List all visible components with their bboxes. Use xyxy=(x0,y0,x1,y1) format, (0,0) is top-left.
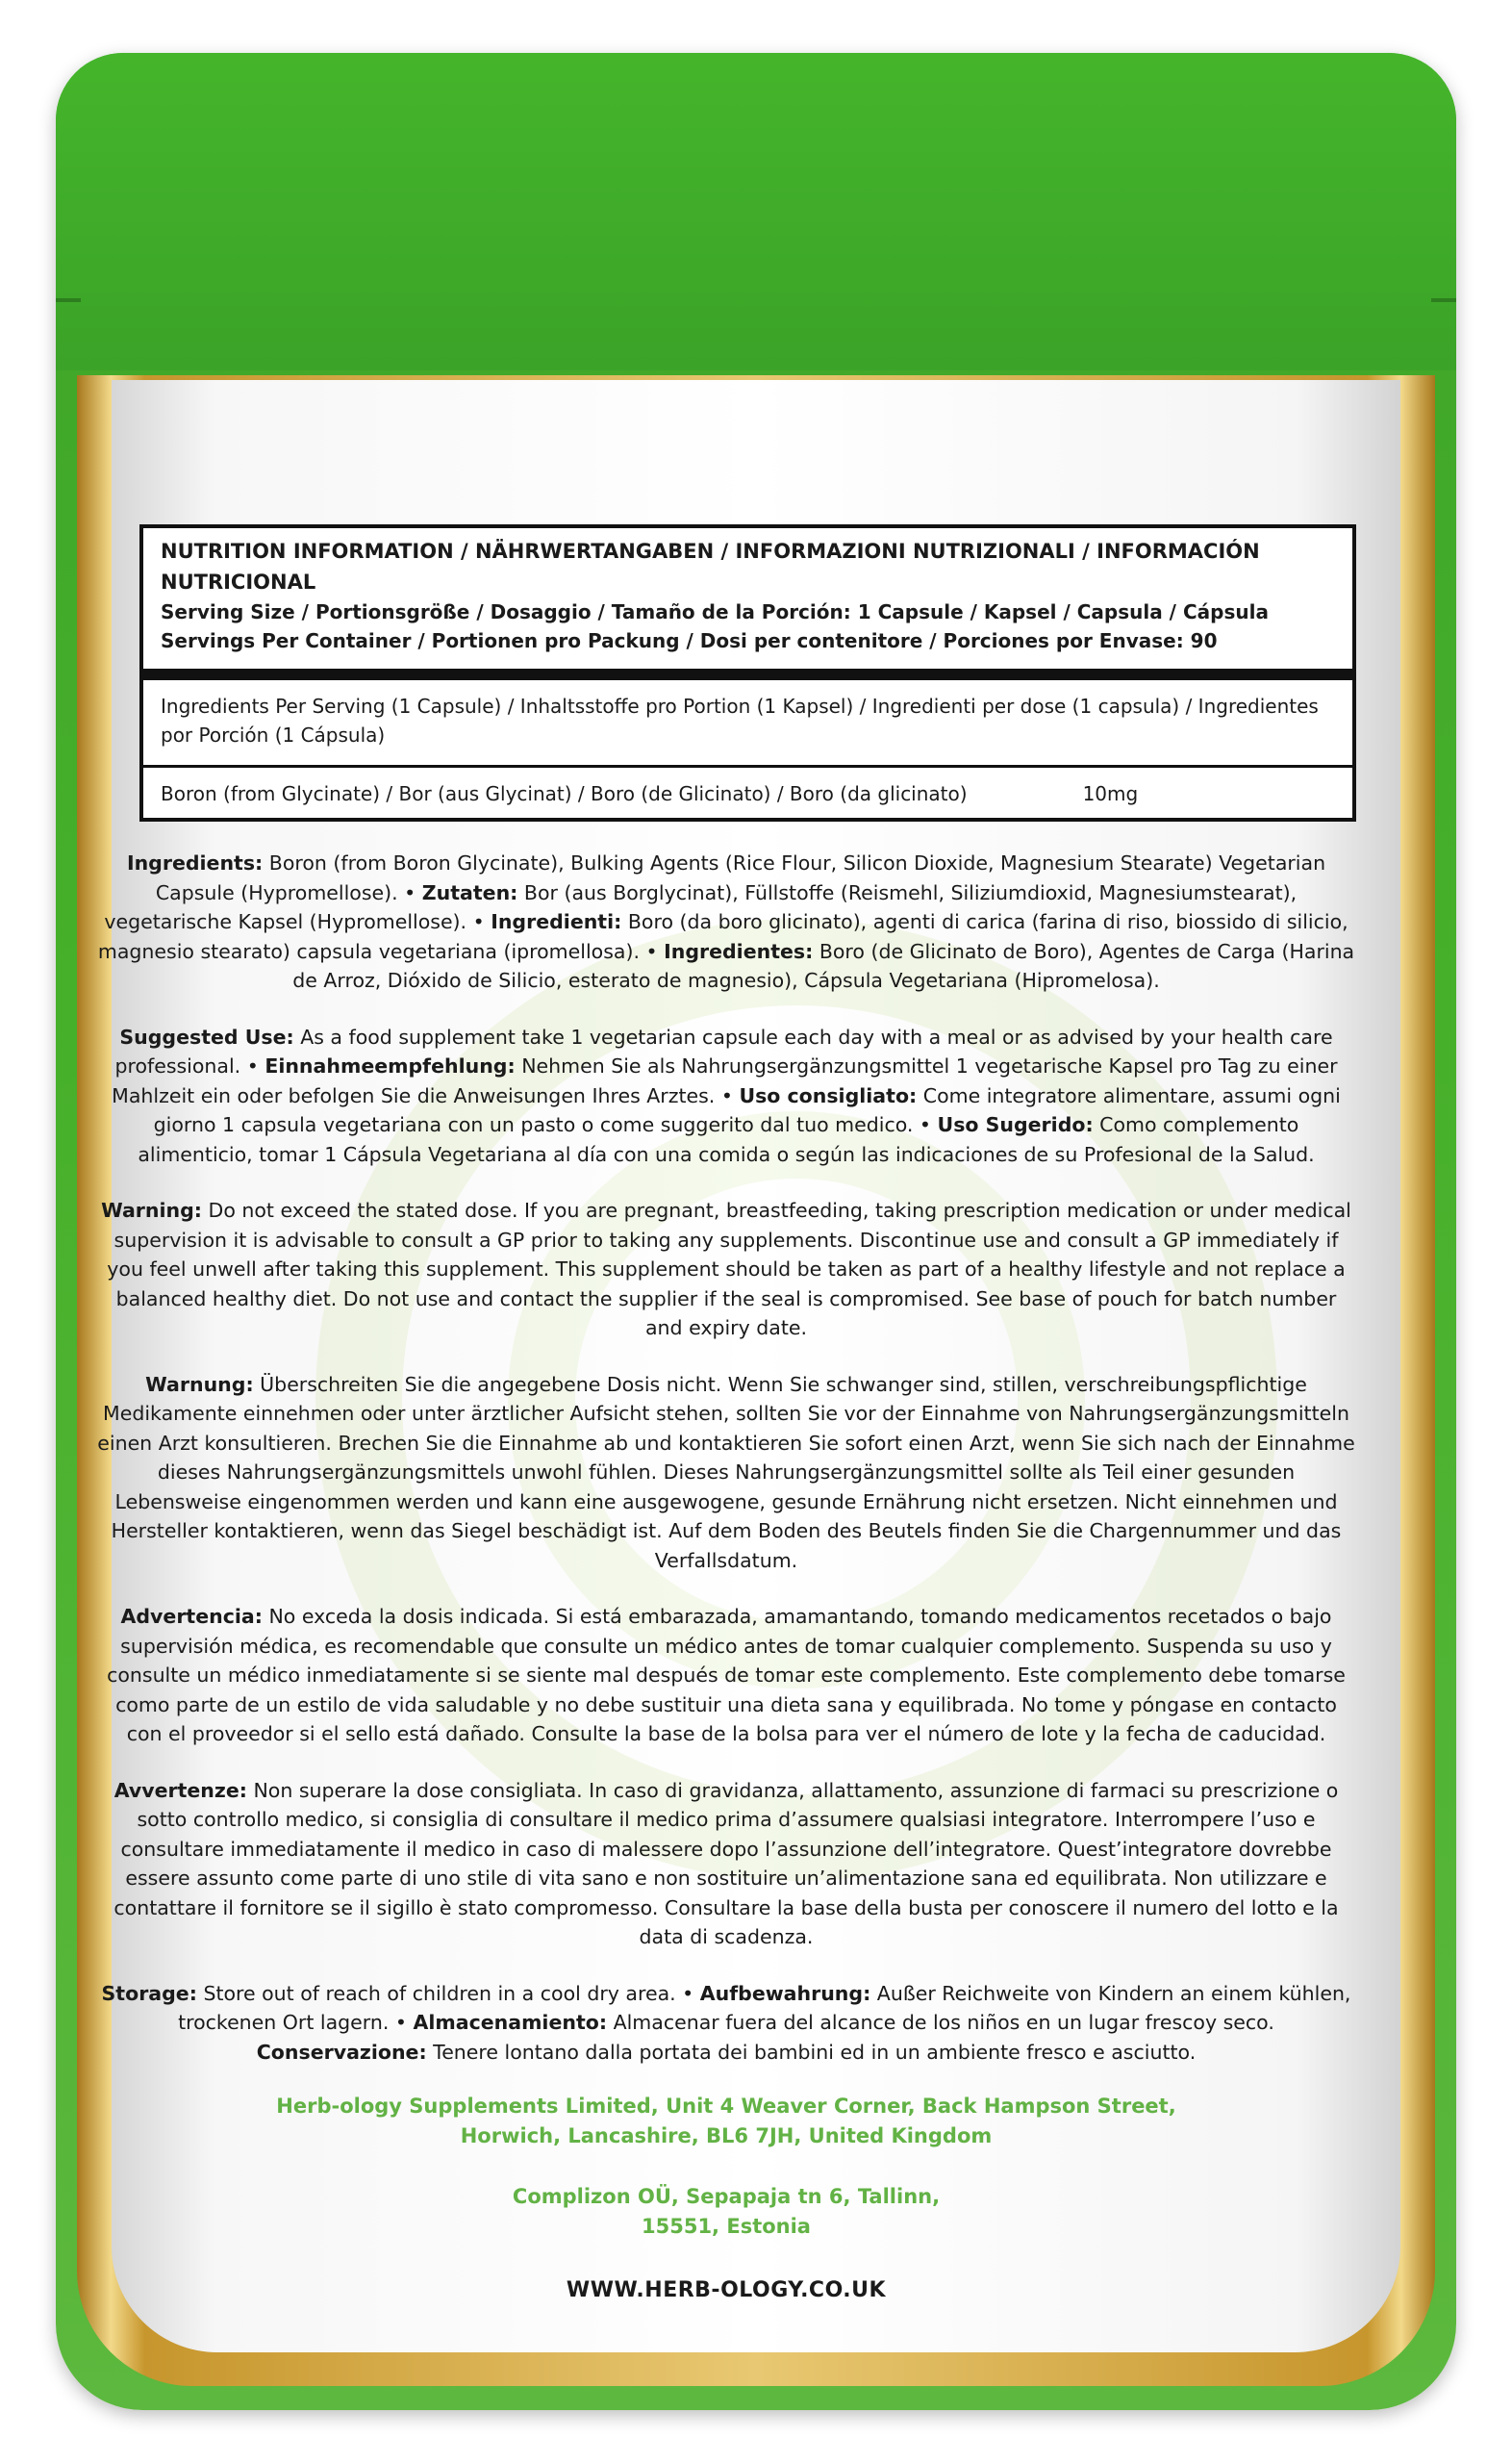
ingredients-paragraph xyxy=(87,849,1366,996)
storage-label-de: Aufbewahrung: xyxy=(699,1981,871,2005)
table-row xyxy=(161,779,1335,808)
tear-notch-right xyxy=(1431,298,1456,302)
pouch-top-band xyxy=(56,53,1456,370)
storage-paragraph xyxy=(87,1979,1366,2068)
storage-label-en: Storage: xyxy=(101,1981,197,2005)
uk-address xyxy=(87,2092,1366,2151)
ingredients-label-es: Ingredientes: xyxy=(664,939,814,963)
warning-label-es: Advertencia: xyxy=(120,1605,263,1628)
eu-address xyxy=(87,2182,1366,2242)
uk-address-line2: Horwich, Lancashire, BL6 7JH, United Kingdom xyxy=(460,2124,993,2147)
table-divider-thick xyxy=(143,669,1352,680)
nutrition-header: NUTRITION INFORMATION / NÄHRWERTANGABEN / INFORMAZIONI NUTRIZIONALI / INFORMACIÓN NUTRICIONAL xyxy=(161,540,1260,594)
suggested-use-paragraph xyxy=(87,1023,1366,1170)
warning-label-en: Warning: xyxy=(101,1199,203,1222)
website-url: WWW.HERB-OLOGY.CO.UK xyxy=(566,2278,887,2302)
warning-text-es: No exceda la dosis indicada. Si está embarazada, amamantando, tomando medicamentos recetados o bajo supervisión médica, es recomendable que consulte un médico antes de tomar cualquier complemento. Suspenda su uso y consulte un médico inmediatamente si se siente mal después de tomar este complemento. Este complemento debe tomarse como parte de un estilo de vida saludable y no debe sustituir una dieta sana y equilibrada. No tome y póngase en contacto con el proveedor si el sello está dañado. Consulte la base de la bolsa para ver el número de lote y la fecha de caducidad. xyxy=(107,1605,1346,1745)
use-text-es: Como complemento alimenticio, tomar 1 Cápsula Vegetariana al día con una comida o según las indicaciones de su Profesional de la Salud. xyxy=(138,1113,1315,1166)
eu-address-line1: Complizon OÜ, Sepapaja tn 6, Tallinn, xyxy=(512,2185,941,2208)
storage-text-es: Almacenar fuera del alcance de los niños en un lugar frescoy seco. xyxy=(607,2011,1274,2034)
warning-label-de: Warnung: xyxy=(145,1372,254,1396)
eu-address-line2: 15551, Estonia xyxy=(642,2215,811,2238)
ingredients-label-de: Zutaten: xyxy=(421,880,518,904)
storage-label-it: Conservazione: xyxy=(256,2040,427,2064)
ingredients-text-en: Boron (from Boron Glycinate), Bulking Agents (Rice Flour, Silicon Dioxide, Magnesium Stearate) Vegetarian Capsule (Hypromellose). • xyxy=(155,851,1326,904)
use-label-en: Suggested Use: xyxy=(119,1025,294,1049)
storage-text-de: Außer Reichweite von Kindern an einem kühlen, trockenen Ort lagern. • xyxy=(178,1981,1351,2034)
servings-per-container: Servings Per Container / Portionen pro Packung / Dosi per contenitore / Porciones por Envase: 90 xyxy=(161,629,1218,652)
label-content xyxy=(87,524,1366,2302)
warning-text-de: Überschreiten Sie die angegebene Dosis nicht. Wenn Sie schwanger sind, stillen, verschreibungspflichtige Medikamente einnehmen oder unter ärztlicher Aufsicht stehen, sollten Sie vor der Einnahme von Nahrungsergänzungsmitteln einen Arzt konsultieren. Brechen Sie die Einnahme ab und kontaktieren Sie sofort einen Arzt, wenn Sie sich nach der Einnahme dieses Nahrungsergänzungsmittels unwohl fühlen. Dieses Nahrungsergänzungsmittel sollte als Teil einer gesunden Lebensweise eingenommen werden und kann eine ausgewogene, gesunde Ernährung nicht ersetzen. Nicht einnehmen und Hersteller kontaktieren, wenn das Siegel beschädigt ist. Auf dem Boden des Beutels finden Sie die Chargennummer und das Verfallsdatum. xyxy=(97,1372,1355,1572)
warning-de-paragraph xyxy=(87,1370,1366,1576)
nutrition-table xyxy=(139,524,1356,822)
ingredients-label-en: Ingredients: xyxy=(126,851,264,875)
nutrient-amount: 10mg xyxy=(1082,782,1139,805)
ingredients-text-it: Boro (da boro glicinato), agenti di carica (farina di riso, biossido di silicio, magnesio stearato) capsula vegetariana (ipromellosa). • xyxy=(97,910,1348,963)
warning-text-it: Non superare la dose consigliata. In caso di gravidanza, allattamento, assunzione di farmaci su prescrizione o sotto controllo medico, si consiglia di consultare il medico prima d’assumere qualsiasi integratore. Interrompere l’uso e consultare immediatamente il medico in caso di malessere dopo l’assunzione dell’integratore. Quest’integratore dovrebbe essere assunto come parte di uno stile di vita sano e non sostituire un’alimentazione sana ed equilibrata. Non utilizzare e contattare il fornitore se il sigillo è stato compromesso. Consultare la base della busta per conoscere il numero del lotto e la data di scadenza. xyxy=(113,1778,1339,1948)
uk-address-line1: Herb-ology Supplements Limited, Unit 4 Weaver Corner, Back Hampson Street, xyxy=(276,2095,1176,2118)
ingredients-text-es: Boro (de Glicinato de Boro), Agentes de Carga (Harina de Arroz, Dióxido de Silicio, esterato de magnesio), Cápsula Vegetariana (Hipromelosa). xyxy=(292,939,1355,992)
nutrient-name: Boron (from Glycinate) / Bor (aus Glycinat) / Boro (de Glicinato) / Boro (da glicinato) xyxy=(161,782,968,805)
ingredients-label-it: Ingredienti: xyxy=(491,910,622,933)
warning-es-paragraph xyxy=(87,1602,1366,1749)
tear-notch-left xyxy=(56,298,81,302)
warning-en-paragraph xyxy=(87,1196,1366,1343)
ingredients-per-serving: Ingredients Per Serving (1 Capsule) / Inhaltsstoffe pro Portion (1 Kapsel) / Ingredienti per dose (1 capsula) / Ingredientes por Porción (1 Cápsula) xyxy=(161,695,1319,747)
storage-text-it: Tenere lontano dalla portata dei bambini ed in un ambiente fresco e asciutto. xyxy=(426,2040,1197,2064)
use-label-de: Einnahmeempfehlung: xyxy=(265,1054,516,1078)
storage-text-en: Store out of reach of children in a cool dry area. • xyxy=(196,1981,700,2005)
use-label-es: Uso Sugerido: xyxy=(937,1113,1094,1136)
warning-it-paragraph xyxy=(87,1776,1366,1952)
warning-text-en: Do not exceed the stated dose. If you are pregnant, breastfeeding, taking prescription medication or under medical supervision it is advisable to consult a GP prior to taking any supplements. Discontinue use and consult a GP immediately if you feel unwell after taking this supplement. This supplement should be taken as part of a healthy lifestyle and not replace a balanced healthy diet. Do not use and contact the supplier if the seal is compromised. See base of pouch for batch number and expiry date. xyxy=(107,1199,1351,1339)
serving-size: Serving Size / Portionsgröße / Dosaggio / Tamaño de la Porción: 1 Capsule / Kapsel / Capsula / Cápsula xyxy=(161,600,1269,623)
warning-label-it: Avvertenze: xyxy=(113,1778,247,1802)
storage-label-es: Almacenamiento: xyxy=(413,2011,608,2034)
use-text-it: Come integratore alimentare, assumi ogni giorno 1 capsula vegetariana con un pasto o come suggerito dal tuo medico. • xyxy=(153,1083,1341,1136)
use-text-de: Nehmen Sie als Nahrungsergänzungsmittel 1 vegetarische Kapsel pro Tag zu einer Mahlzeit ein oder befolgen Sie die Anweisungen Ihres Arztes. • xyxy=(112,1054,1338,1107)
table-divider-thin xyxy=(143,765,1352,768)
ingredients-text-de: Bor (aus Borglycinat), Füllstoffe (Reismehl, Siliziumdioxid, Magnesiumstearat), vegetarische Kapsel (Hypromellose). • xyxy=(104,880,1298,933)
use-text-en: As a food supplement take 1 vegetarian capsule each day with a meal or as advised by your health care professional. • xyxy=(114,1025,1333,1078)
use-label-it: Uso consigliato: xyxy=(739,1083,918,1107)
